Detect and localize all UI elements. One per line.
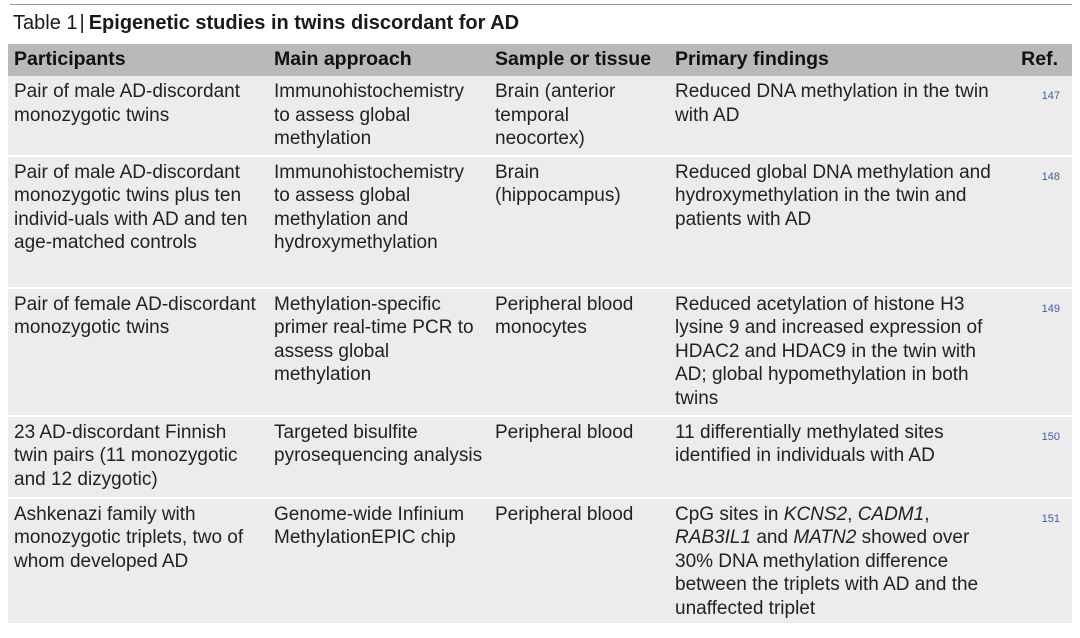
gene-name: MATN2	[793, 527, 857, 548]
cell-approach: Genome-wide Infinium MethylationEPIC chip	[268, 498, 489, 623]
table-title: Epigenetic studies in twins discordant for AD	[88, 12, 520, 34]
cell-approach: Targeted bisulfite pyrosequencing analysis	[268, 416, 489, 498]
ref-link[interactable]: 151	[1041, 512, 1060, 525]
cell-approach: Methylation-specific primer real-time PCR to assess global methylation	[268, 288, 489, 416]
cell-participants: 23 AD-discordant Finnish twin pairs (11 monozygotic and 12 dizygotic)	[8, 416, 268, 498]
ref-link[interactable]: 147	[1041, 90, 1060, 102]
table-row	[8, 498, 1072, 623]
table-caption	[13, 10, 519, 36]
cell-sample: Brain (hippocampus)	[489, 156, 669, 288]
cell-sample: Peripheral blood monocytes	[489, 288, 669, 416]
top-rule	[10, 4, 1072, 5]
cell-sample: Peripheral blood	[489, 416, 669, 498]
gene-name: KCNS2	[783, 503, 848, 525]
cell-findings: Reduced DNA methylation in the twin with AD	[669, 76, 997, 156]
table-row	[8, 76, 1072, 156]
cell-ref	[997, 156, 1072, 288]
gene-name: RAB3IL1	[675, 527, 752, 548]
header-sample-or-tissue: Sample or tissue	[489, 44, 669, 76]
cell-ref	[997, 288, 1072, 416]
cell-approach: Immunohistochemistry to assess global methylation and hydroxymethylation	[268, 156, 489, 288]
findings-text: ,	[924, 503, 930, 525]
twin-studies-table	[8, 44, 1072, 623]
cell-findings: 11 differentially methylated sites identified in individuals with AD	[669, 416, 997, 498]
cell-participants: Pair of female AD-discordant monozygotic twins	[8, 288, 268, 416]
ref-link[interactable]: 148	[1041, 170, 1060, 183]
cell-ref	[997, 498, 1072, 623]
cell-participants: Pair of male AD-discordant monozygotic twins	[8, 76, 268, 156]
cell-participants: Ashkenazi family with monozygotic triplets, two of whom developed AD	[8, 498, 268, 623]
cell-findings: Reduced acetylation of histone H3 lysine 9 and increased expression of HDAC2 and HDAC9 in the twin with AD; global hypomethylation in both twins	[669, 288, 997, 416]
cell-findings	[669, 498, 997, 623]
gene-name: CADM1	[857, 503, 925, 525]
header-primary-findings: Primary findings	[669, 44, 997, 76]
table-row	[8, 416, 1072, 498]
findings-text: ,	[847, 503, 858, 525]
cell-ref	[997, 416, 1072, 498]
ref-link[interactable]: 150	[1041, 430, 1060, 443]
table-row	[8, 156, 1072, 288]
cell-ref	[997, 76, 1072, 156]
header-main-approach: Main approach	[268, 44, 489, 76]
caption-separator: |	[79, 12, 85, 34]
table-label: Table 1	[13, 12, 78, 34]
findings-text: CpG sites in	[675, 503, 784, 525]
header-participants: Participants	[8, 44, 268, 76]
table-row	[8, 288, 1072, 416]
findings-text: showed over 30% DNA methylation difference between the triplets with AD and the unaffected triplet	[675, 527, 979, 619]
header-row	[8, 44, 1072, 76]
cell-findings: Reduced global DNA methylation and hydroxymethylation in the twin and patients with AD	[669, 156, 997, 288]
cell-sample: Peripheral blood	[489, 498, 669, 623]
findings-text: and	[751, 527, 794, 548]
cell-approach: Immunohistochemistry to assess global methylation	[268, 76, 489, 156]
cell-sample: Brain (anterior temporal neocortex)	[489, 76, 669, 156]
header-ref: Ref.	[997, 44, 1072, 76]
cell-participants: Pair of male AD-discordant monozygotic twins plus ten individ-uals with AD and ten age-matched controls	[8, 156, 268, 288]
ref-link[interactable]: 149	[1041, 302, 1060, 315]
